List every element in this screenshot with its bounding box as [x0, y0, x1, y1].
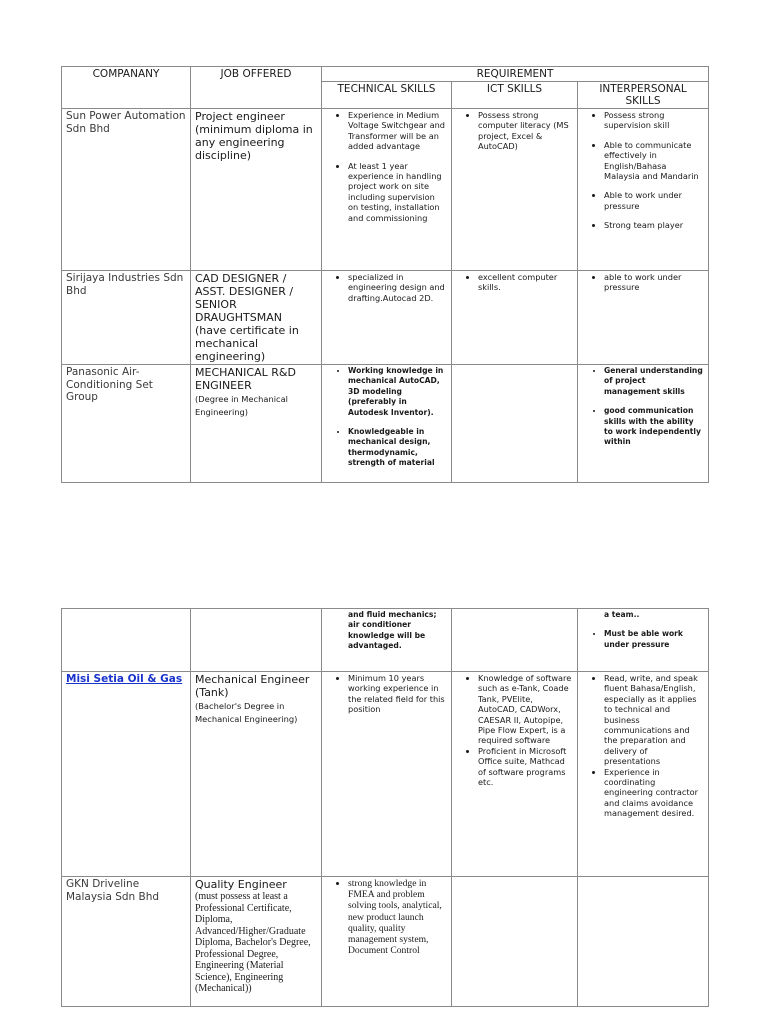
header-company: COMPANANY — [62, 67, 191, 109]
table-row — [62, 877, 709, 1007]
technical-skills — [322, 109, 452, 271]
list-item: • specialized in engineering design and drafting.Autocad 2D. — [348, 272, 447, 303]
technical-skills — [322, 609, 452, 672]
list-item: • Able to work under pressure — [604, 190, 704, 211]
header-job: JOB OFFERED — [191, 67, 322, 109]
company-link[interactable]: Misi Setia Oil & Gas — [66, 673, 183, 685]
company-name: GKN Driveline Malaysia Sdn Bhd — [62, 877, 191, 1007]
interpersonal-continued: a team.. — [604, 610, 640, 619]
interpersonal-skills — [578, 609, 709, 672]
list-item: • Possess strong computer literacy (MS project, Excel & AutoCAD) — [478, 110, 573, 152]
list-item: • Proficient in Microsoft Office suite, Mathcad of software programs etc. — [478, 746, 573, 788]
job-title: Quality Engineer — [195, 878, 287, 891]
ict-skills — [452, 271, 578, 365]
interpersonal-skills — [578, 365, 709, 483]
list-item: • Able to communicate effectively in English/Bahasa Malaysia and Mandarin — [604, 140, 704, 182]
company-cell[interactable] — [62, 672, 191, 877]
technical-skills — [322, 365, 452, 483]
list-item: • good communication skills with the ability to work independently within — [604, 406, 704, 448]
list-item: • Knowledgeable in mechanical design, thermodynamic, strength of material — [348, 427, 447, 469]
job-cell — [191, 672, 322, 877]
list-item: • Experience in Medium Voltage Switchgear and Transformer will be an added advantage — [348, 110, 447, 152]
list-item: • Experience in coordinating engineering contractor and claims avoidance management desired. — [604, 767, 704, 819]
list-item: • Knowledge of software such as e-Tank, Coade Tank, PVElite, AutoCAD, CADWorx, CAESAR II, Autopipe, Pipe Flow Expert, is a required software — [478, 673, 573, 746]
job-note: (must possess at least a Professional Certificate, Diploma, Advanced/Higher/Graduate Diploma, Bachelor's Degree, Professional Degree, Engineering (Material Science), Engineering (Mechanical)) — [195, 891, 311, 994]
job-note: (Bachelor's Degree in Mechanical Engineering) — [195, 701, 298, 724]
list-item: • able to work under pressure — [604, 272, 704, 293]
ict-skills — [452, 877, 578, 1007]
company-name: Panasonic Air-Conditioning Set Group — [62, 365, 191, 483]
technical-skills — [322, 271, 452, 365]
job-title: CAD DESIGNER / ASST. DESIGNER / SENIOR DRAUGHTSMAN — [195, 272, 294, 324]
ict-skills — [452, 109, 578, 271]
list-item: • strong knowledge in FMEA and problem solving tools, analytical, new product launch quality, quality management system, Document Control — [348, 878, 447, 956]
technical-continued: and fluid mechanics; air conditioner knowledge will be advantaged. — [348, 610, 437, 651]
job-table-2 — [61, 608, 709, 1007]
table-row — [62, 271, 709, 365]
header-interpersonal: INTERPERSONAL SKILLS — [578, 82, 709, 109]
list-item: • General understanding of project management skills — [604, 366, 704, 397]
table-row — [62, 609, 709, 672]
job-table-1 — [61, 66, 709, 483]
list-item: • excellent computer skills. — [478, 272, 573, 293]
header-ict: ICT SKILLS — [452, 82, 578, 109]
interpersonal-skills — [578, 271, 709, 365]
technical-skills — [322, 877, 452, 1007]
list-item: • Strong team player — [604, 220, 704, 230]
job-title: MECHANICAL R&D ENGINEER — [195, 366, 296, 392]
job-cell — [191, 609, 322, 672]
ict-skills — [452, 672, 578, 877]
job-note: (have certificate in mechanical engineering) — [195, 324, 299, 363]
list-item: • At least 1 year experience in handling project work on site including supervision on testing, installation and commissioning — [348, 161, 447, 223]
company-name: Sirijaya Industries Sdn Bhd — [62, 271, 191, 365]
job-cell — [191, 877, 322, 1007]
interpersonal-skills — [578, 109, 709, 271]
list-item: • Working knowledge in mechanical AutoCAD, 3D modeling (preferably in Autodesk Inventor). — [348, 366, 447, 418]
table-row — [62, 109, 709, 271]
interpersonal-skills — [578, 877, 709, 1007]
list-item: • Must be able work under pressure — [604, 629, 704, 650]
company-name: Sun Power Automation Sdn Bhd — [62, 109, 191, 271]
technical-skills — [322, 672, 452, 877]
interpersonal-skills — [578, 672, 709, 877]
job-note: (Degree in Mechanical Engineering) — [195, 394, 288, 417]
ict-skills — [452, 365, 578, 483]
header-technical: TECHNICAL SKILLS — [322, 82, 452, 109]
company-name — [62, 609, 191, 672]
job-cell — [191, 365, 322, 483]
list-item: • Minimum 10 years working experience in the related field for this position — [348, 673, 447, 715]
job-title: Project engineer (minimum diploma in any engineering discipline) — [191, 109, 322, 271]
job-cell — [191, 271, 322, 365]
job-title: Mechanical Engineer (Tank) — [195, 673, 310, 699]
header-requirement: REQUIREMENT — [322, 67, 709, 82]
list-item: • Possess strong supervision skill — [604, 110, 704, 131]
table-row — [62, 365, 709, 483]
ict-skills — [452, 609, 578, 672]
table-row — [62, 672, 709, 877]
list-item: • Read, write, and speak fluent Bahasa/English, especially as it applies to technical and business communications and the preparation and delivery of presentations — [604, 673, 704, 767]
